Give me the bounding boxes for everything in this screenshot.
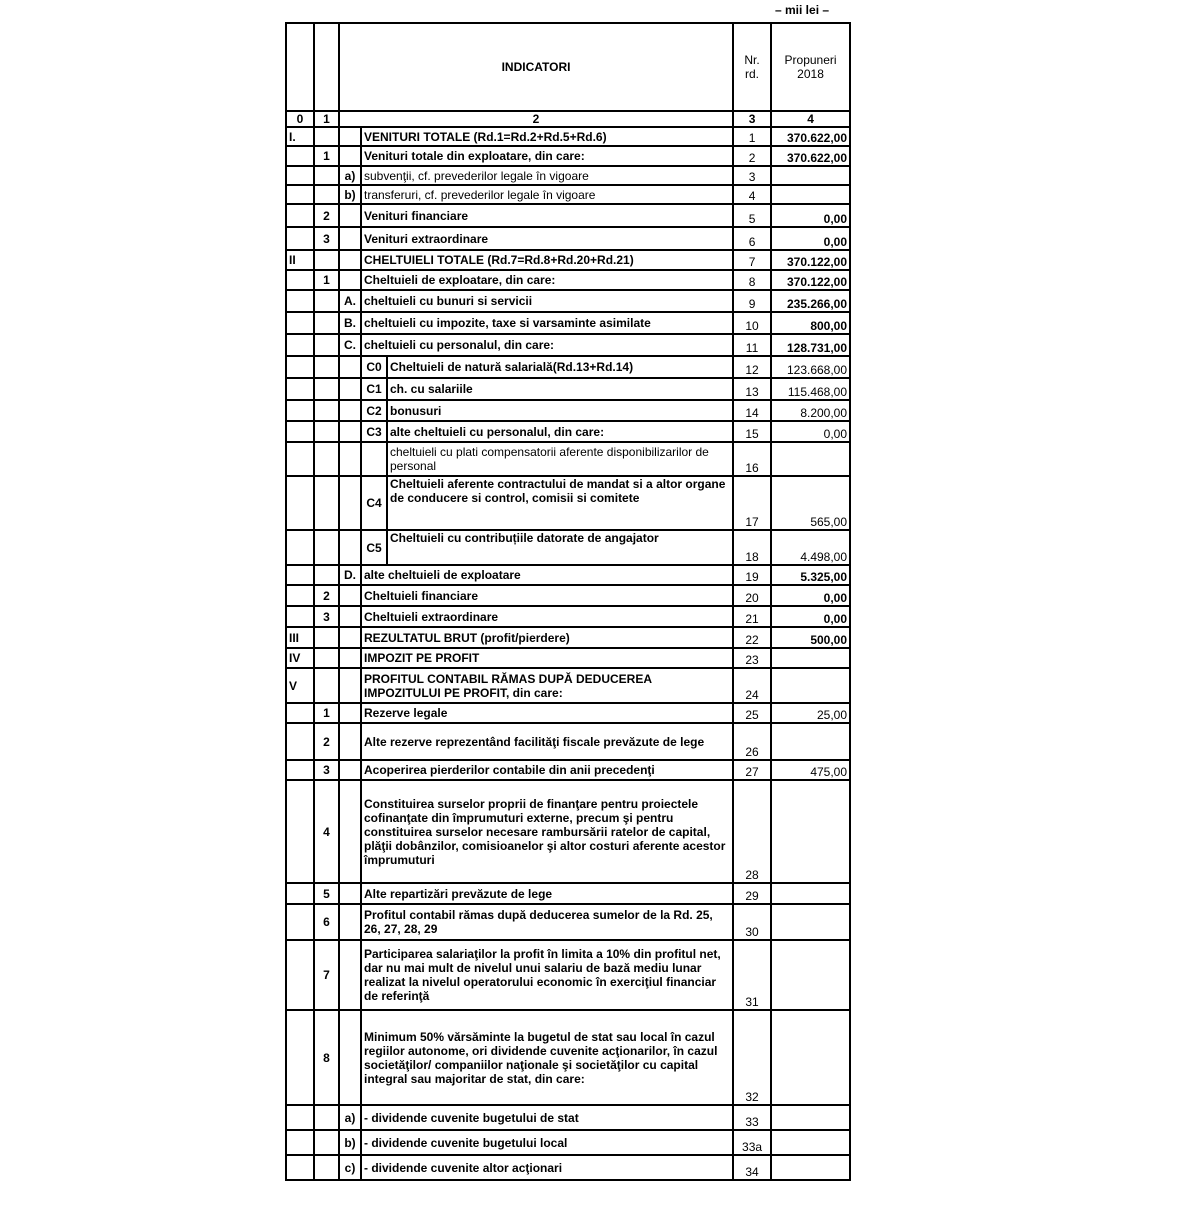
row-item-cell <box>314 356 339 378</box>
row-section-cell <box>286 146 314 166</box>
table-row <box>286 668 850 703</box>
row-sub-cell <box>339 356 361 378</box>
row-indicator-text: Cheltuieli de exploatare, din care: <box>361 270 733 290</box>
row-section-cell <box>286 378 314 400</box>
row-sub-cell <box>339 606 361 627</box>
row-section-cell <box>286 356 314 378</box>
table-row <box>286 334 850 356</box>
row-indicator-text: Alte rezerve reprezentând facilităţi fiscale prevăzute de lege <box>361 723 733 760</box>
row-value-cell: 370.122,00 <box>771 250 850 270</box>
row-indicator-text: Constituirea surselor proprii de finanţare pentru proiectele cofinanţate din împrumuturi externe, precum şi pentru constituirea surselor necesare rambursării ratelor de capital, plăţii dobânzilor, comisioanelor şi altor costuri aferente acestor împrumuturi <box>361 780 733 883</box>
column-index-4: 4 <box>771 111 850 127</box>
row-code-cell: C5 <box>361 530 387 565</box>
row-item-cell <box>314 627 339 648</box>
row-item-cell <box>314 1130 339 1155</box>
row-value-cell <box>771 1130 850 1155</box>
row-section-cell <box>286 421 314 442</box>
row-item-cell <box>314 530 339 565</box>
row-indicator-text: Venituri totale din exploatare, din care: <box>361 146 733 166</box>
row-sub-cell <box>339 400 361 421</box>
row-sub-cell <box>339 703 361 723</box>
row-item-cell: 2 <box>314 204 339 227</box>
table-row <box>286 146 850 166</box>
row-item-cell: 3 <box>314 760 339 780</box>
row-number-cell: 28 <box>733 780 771 883</box>
row-item-cell <box>314 476 339 530</box>
row-section-cell <box>286 780 314 883</box>
row-section-cell: II <box>286 250 314 270</box>
table-row <box>286 1130 850 1155</box>
row-sub-cell <box>339 378 361 400</box>
row-value-cell <box>771 723 850 760</box>
row-number-cell: 25 <box>733 703 771 723</box>
row-value-cell: 235.266,00 <box>771 290 850 312</box>
row-value-cell: 370.622,00 <box>771 146 850 166</box>
row-number-cell: 16 <box>733 442 771 476</box>
row-number-cell: 31 <box>733 940 771 1010</box>
header-cell-0 <box>286 23 314 111</box>
row-number-cell: 3 <box>733 166 771 185</box>
row-number-cell: 2 <box>733 146 771 166</box>
row-value-cell <box>771 185 850 204</box>
row-section-cell <box>286 1155 314 1180</box>
row-number-cell: 18 <box>733 530 771 565</box>
table-row <box>286 476 850 530</box>
row-section-cell <box>286 606 314 627</box>
row-indicator-text: Rezerve legale <box>361 703 733 723</box>
row-indicator-text: - dividende cuvenite bugetului de stat <box>361 1105 733 1130</box>
row-indicator-text: Cheltuieli cu contribuțiile datorate de angajator <box>387 530 733 565</box>
row-indicator-text: Venituri financiare <box>361 204 733 227</box>
table-row <box>286 627 850 648</box>
row-item-cell <box>314 668 339 703</box>
budget-table <box>285 22 851 1181</box>
row-indicator-text: Cheltuieli financiare <box>361 585 733 606</box>
table-row <box>286 290 850 312</box>
column-index-3: 3 <box>733 111 771 127</box>
column-index-1: 1 <box>314 111 339 127</box>
table-row <box>286 760 850 780</box>
row-indicator-text: Profitul contabil rămas după deducerea sumelor de la Rd. 25, 26, 27, 28, 29 <box>361 904 733 940</box>
row-number-cell: 33 <box>733 1105 771 1130</box>
row-number-cell: 27 <box>733 760 771 780</box>
row-sub-cell <box>339 227 361 250</box>
row-value-cell: 0,00 <box>771 606 850 627</box>
row-number-cell: 21 <box>733 606 771 627</box>
row-indicator-text: cheltuieli cu plati compensatorii aferente disponibilizarilor de personal <box>387 442 733 476</box>
row-code-cell: C0 <box>361 356 387 378</box>
column-index-2: 2 <box>339 111 733 127</box>
row-item-cell <box>314 648 339 668</box>
row-number-cell: 12 <box>733 356 771 378</box>
row-section-cell <box>286 270 314 290</box>
row-sub-cell <box>339 585 361 606</box>
row-item-cell <box>314 378 339 400</box>
row-value-cell: 5.325,00 <box>771 565 850 585</box>
row-indicator-text: alte cheltuieli de exploatare <box>361 565 733 585</box>
header-indicatori: INDICATORI <box>339 23 733 111</box>
row-value-cell <box>771 648 850 668</box>
row-sub-cell: a) <box>339 166 361 185</box>
row-sub-cell: c) <box>339 1155 361 1180</box>
row-item-cell <box>314 312 339 334</box>
row-number-cell: 20 <box>733 585 771 606</box>
row-section-cell <box>286 1010 314 1105</box>
table-row <box>286 606 850 627</box>
row-value-cell: 0,00 <box>771 421 850 442</box>
row-number-cell: 17 <box>733 476 771 530</box>
row-sub-cell: D. <box>339 565 361 585</box>
row-section-cell <box>286 703 314 723</box>
column-index-0: 0 <box>286 111 314 127</box>
row-value-cell: 370.122,00 <box>771 270 850 290</box>
row-number-cell: 15 <box>733 421 771 442</box>
row-number-cell: 1 <box>733 127 771 146</box>
row-section-cell <box>286 312 314 334</box>
row-indicator-text: alte cheltuieli cu personalul, din care: <box>387 421 733 442</box>
row-item-cell <box>314 565 339 585</box>
row-number-cell: 10 <box>733 312 771 334</box>
row-sub-cell <box>339 442 361 476</box>
row-number-cell: 32 <box>733 1010 771 1105</box>
row-section-cell <box>286 204 314 227</box>
row-indicator-text: Venituri extraordinare <box>361 227 733 250</box>
row-number-cell: 19 <box>733 565 771 585</box>
row-section-cell <box>286 883 314 904</box>
row-number-cell: 6 <box>733 227 771 250</box>
header-nr-rd: Nr. rd. <box>733 23 771 111</box>
table-row <box>286 127 850 146</box>
header-propuneri: Propuneri 2018 <box>771 23 850 111</box>
row-value-cell: 8.200,00 <box>771 400 850 421</box>
row-section-cell <box>286 565 314 585</box>
row-item-cell <box>314 1155 339 1180</box>
row-value-cell: 115.468,00 <box>771 378 850 400</box>
row-sub-cell <box>339 760 361 780</box>
row-sub-cell <box>339 668 361 703</box>
row-indicator-text: Acoperirea pierderilor contabile din anii precedenţi <box>361 760 733 780</box>
row-value-cell: 0,00 <box>771 585 850 606</box>
table-row <box>286 1105 850 1130</box>
row-number-cell: 8 <box>733 270 771 290</box>
row-item-cell: 8 <box>314 1010 339 1105</box>
row-value-cell: 128.731,00 <box>771 334 850 356</box>
row-indicator-text: VENITURI TOTALE (Rd.1=Rd.2+Rd.5+Rd.6) <box>361 127 733 146</box>
row-indicator-text: cheltuieli cu impozite, taxe si varsaminte asimilate <box>361 312 733 334</box>
row-indicator-text: Minimum 50% vărsăminte la bugetul de stat sau local în cazul regiilor autonome, ori dividende cuvenite acţionarilor, în cazul societăţilor/ companiilor naţionale şi societăţilor cu capital integral sau majoritar de stat, din care: <box>361 1010 733 1105</box>
row-number-cell: 29 <box>733 883 771 904</box>
table-row <box>286 530 850 565</box>
row-section-cell <box>286 585 314 606</box>
row-value-cell <box>771 940 850 1010</box>
row-item-cell: 1 <box>314 703 339 723</box>
row-sub-cell <box>339 940 361 1010</box>
row-item-cell <box>314 166 339 185</box>
row-indicator-text: subvenţii, cf. prevederilor legale în vigoare <box>361 166 733 185</box>
row-indicator-text: IMPOZIT PE PROFIT <box>361 648 733 668</box>
table-row <box>286 421 850 442</box>
row-number-cell: 5 <box>733 204 771 227</box>
table-row <box>286 204 850 227</box>
table-row <box>286 780 850 883</box>
row-number-cell: 11 <box>733 334 771 356</box>
row-sub-cell <box>339 204 361 227</box>
row-sub-cell: C. <box>339 334 361 356</box>
row-code-cell: C1 <box>361 378 387 400</box>
table-row <box>286 648 850 668</box>
table-row <box>286 585 850 606</box>
row-value-cell: 123.668,00 <box>771 356 850 378</box>
row-value-cell: 25,00 <box>771 703 850 723</box>
row-sub-cell: b) <box>339 185 361 204</box>
row-code-cell: C4 <box>361 476 387 530</box>
row-item-cell <box>314 250 339 270</box>
row-value-cell: 500,00 <box>771 627 850 648</box>
row-value-cell <box>771 668 850 703</box>
row-number-cell: 7 <box>733 250 771 270</box>
row-indicator-text: ch. cu salariile <box>387 378 733 400</box>
row-item-cell <box>314 185 339 204</box>
table-row <box>286 940 850 1010</box>
unit-label: – mii lei – <box>775 3 830 17</box>
row-code-cell: C2 <box>361 400 387 421</box>
row-indicator-text: - dividende cuvenite bugetului local <box>361 1130 733 1155</box>
row-value-cell <box>771 780 850 883</box>
row-section-cell <box>286 760 314 780</box>
row-section-cell <box>286 442 314 476</box>
row-indicator-text: Alte repartizări prevăzute de lege <box>361 883 733 904</box>
row-indicator-text: Participarea salariaţilor la profit în limita a 10% din profitul net, dar nu mai mult de nivelul unui salariu de bază mediu lunar realizat la nivelul operatorului economic în exerciţiul financiar de referinţă <box>361 940 733 1010</box>
row-number-cell: 26 <box>733 723 771 760</box>
row-number-cell: 34 <box>733 1155 771 1180</box>
row-item-cell: 4 <box>314 780 339 883</box>
row-number-cell: 33a <box>733 1130 771 1155</box>
row-sub-cell: B. <box>339 312 361 334</box>
row-item-cell: 1 <box>314 270 339 290</box>
row-sub-cell <box>339 146 361 166</box>
row-sub-cell <box>339 723 361 760</box>
row-indicator-text: cheltuieli cu personalul, din care: <box>361 334 733 356</box>
row-section-cell <box>286 185 314 204</box>
row-indicator-text: PROFITUL CONTABIL RĂMAS DUPĂ DEDUCEREA IMPOZITULUI PE PROFIT, din care: <box>361 668 733 703</box>
row-indicator-text: cheltuieli cu bunuri si servicii <box>361 290 733 312</box>
column-index-row <box>286 111 850 127</box>
row-sub-cell <box>339 530 361 565</box>
row-number-cell: 4 <box>733 185 771 204</box>
row-section-cell <box>286 334 314 356</box>
row-section-cell <box>286 530 314 565</box>
header-row <box>286 23 850 111</box>
row-sub-cell <box>339 627 361 648</box>
row-sub-cell <box>339 476 361 530</box>
row-section-cell <box>286 723 314 760</box>
row-number-cell: 13 <box>733 378 771 400</box>
row-section-cell <box>286 476 314 530</box>
table-row <box>286 378 850 400</box>
table-row <box>286 312 850 334</box>
table-row <box>286 227 850 250</box>
row-item-cell: 2 <box>314 585 339 606</box>
row-item-cell: 7 <box>314 940 339 1010</box>
table-row <box>286 1155 850 1180</box>
row-indicator-text: REZULTATUL BRUT (profit/pierdere) <box>361 627 733 648</box>
row-indicator-text: Cheltuieli de natură salarială(Rd.13+Rd.14) <box>387 356 733 378</box>
row-item-cell: 3 <box>314 227 339 250</box>
row-indicator-text: bonusuri <box>387 400 733 421</box>
row-section-cell <box>286 1130 314 1155</box>
row-value-cell: 0,00 <box>771 204 850 227</box>
row-value-cell <box>771 442 850 476</box>
row-sub-cell <box>339 127 361 146</box>
row-sub-cell <box>339 421 361 442</box>
row-section-cell <box>286 166 314 185</box>
row-sub-cell <box>339 270 361 290</box>
row-item-cell <box>314 1105 339 1130</box>
row-item-cell <box>314 442 339 476</box>
row-number-cell: 30 <box>733 904 771 940</box>
table-row <box>286 883 850 904</box>
row-item-cell: 6 <box>314 904 339 940</box>
row-sub-cell <box>339 250 361 270</box>
row-value-cell <box>771 883 850 904</box>
row-number-cell: 9 <box>733 290 771 312</box>
row-value-cell <box>771 904 850 940</box>
table-row <box>286 166 850 185</box>
row-section-cell: V <box>286 668 314 703</box>
row-indicator-text: CHELTUIELI TOTALE (Rd.7=Rd.8+Rd.20+Rd.21) <box>361 250 733 270</box>
row-value-cell <box>771 1010 850 1105</box>
table-row <box>286 185 850 204</box>
table-row <box>286 356 850 378</box>
row-value-cell <box>771 1155 850 1180</box>
row-section-cell <box>286 290 314 312</box>
row-sub-cell <box>339 904 361 940</box>
row-number-cell: 23 <box>733 648 771 668</box>
row-indicator-text: transferuri, cf. prevederilor legale în vigoare <box>361 185 733 204</box>
row-sub-cell <box>339 648 361 668</box>
row-indicator-text: - dividende cuvenite altor acţionari <box>361 1155 733 1180</box>
row-value-cell <box>771 1105 850 1130</box>
row-item-cell: 3 <box>314 606 339 627</box>
row-item-cell <box>314 334 339 356</box>
row-item-cell <box>314 127 339 146</box>
row-item-cell <box>314 290 339 312</box>
table-row <box>286 565 850 585</box>
row-item-cell <box>314 421 339 442</box>
row-section-cell <box>286 227 314 250</box>
row-sub-cell <box>339 883 361 904</box>
table-row <box>286 723 850 760</box>
row-section-cell <box>286 904 314 940</box>
row-code-cell: C3 <box>361 421 387 442</box>
table-row <box>286 1010 850 1105</box>
row-value-cell <box>771 166 850 185</box>
table-row <box>286 270 850 290</box>
row-number-cell: 14 <box>733 400 771 421</box>
row-sub-cell <box>339 780 361 883</box>
row-sub-cell: a) <box>339 1105 361 1130</box>
row-value-cell: 475,00 <box>771 760 850 780</box>
row-section-cell: III <box>286 627 314 648</box>
row-code-cell <box>361 442 387 476</box>
row-indicator-text: Cheltuieli aferente contractului de mandat si a altor organe de conducere si control, comisii si comitete <box>387 476 733 530</box>
row-section-cell <box>286 1105 314 1130</box>
table-row <box>286 703 850 723</box>
row-sub-cell <box>339 1010 361 1105</box>
row-section-cell <box>286 400 314 421</box>
row-section-cell: IV <box>286 648 314 668</box>
row-item-cell: 5 <box>314 883 339 904</box>
row-value-cell: 370.622,00 <box>771 127 850 146</box>
header-cell-1 <box>314 23 339 111</box>
row-value-cell: 565,00 <box>771 476 850 530</box>
row-item-cell: 1 <box>314 146 339 166</box>
row-value-cell: 800,00 <box>771 312 850 334</box>
table-row <box>286 904 850 940</box>
table-row <box>286 442 850 476</box>
row-sub-cell: A. <box>339 290 361 312</box>
row-value-cell: 0,00 <box>771 227 850 250</box>
row-item-cell <box>314 400 339 421</box>
table-row <box>286 400 850 421</box>
row-sub-cell: b) <box>339 1130 361 1155</box>
row-value-cell: 4.498,00 <box>771 530 850 565</box>
table-row <box>286 250 850 270</box>
row-number-cell: 24 <box>733 668 771 703</box>
row-section-cell: I. <box>286 127 314 146</box>
row-item-cell: 2 <box>314 723 339 760</box>
row-indicator-text: Cheltuieli extraordinare <box>361 606 733 627</box>
row-number-cell: 22 <box>733 627 771 648</box>
row-section-cell <box>286 940 314 1010</box>
